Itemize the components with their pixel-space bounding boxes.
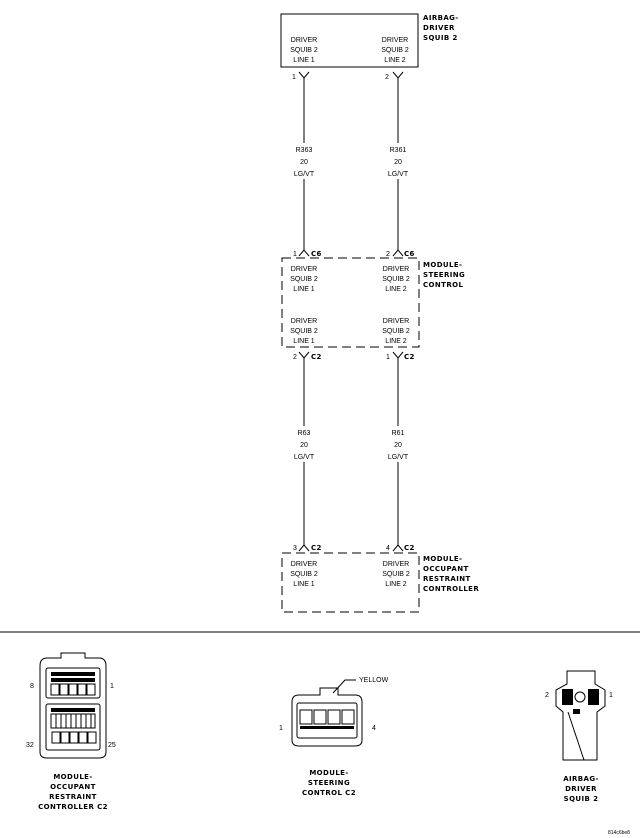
orc-c2-terminal [69,684,77,695]
airbag-connector-view [545,671,613,803]
steering-c2-caption-1: MODULE- [309,769,349,777]
steering-c2-terminal [342,710,354,724]
orc-name-2: OCCUPANT [423,565,469,573]
steering-bottom-right-3: LINE 2 [385,338,407,345]
orc-c2-terminal [79,732,87,743]
airbag-component [281,14,459,81]
airbag-pin1-label-1: DRIVER [290,37,318,44]
airbag-connector-housing [556,671,605,760]
orc-c2-terminal [61,732,69,743]
steering-component [282,250,465,361]
airbag-connector-caption-1: AIRBAG- [563,775,599,783]
steering-c6-connector-2: C6 [404,250,415,258]
steering-bottom-right-1: DRIVER [382,318,410,325]
airbag-connector-caption-2: DRIVER [565,785,597,793]
airbag-pin2-label-1: DRIVER [381,37,409,44]
steering-c2-cavity [297,703,357,738]
wire-lr-color: LG/VT [387,454,409,461]
airbag-connector-terminal-2 [562,689,573,705]
wire-ur-circuit: R361 [389,147,407,154]
airbag-pin1-label-2: SQUIB 2 [290,47,318,54]
steering-c2-pin-num-1: 1 [386,354,390,361]
steering-top-left-2: SQUIB 2 [290,276,318,283]
orc-pin3-label-3: LINE 1 [293,581,315,588]
orc-c2-terminal [70,732,78,743]
orc-c2-terminal [87,684,95,695]
orc-pin4-label-3: LINE 2 [385,581,407,588]
airbag-connector-caption-3: SQUIB 2 [563,795,599,803]
wire-ul-color: LG/VT [293,171,315,178]
orc-c2-lower-terminals [51,708,96,743]
steering-name-1: MODULE- [423,261,463,269]
orc-name-3: RESTRAINT [423,575,471,583]
airbag-name-2: DRIVER [423,24,455,32]
steering-top-left-3: LINE 1 [293,286,315,293]
orc-c2-pin-25: 25 [108,742,116,749]
orc-pin4-terminal [393,545,403,551]
steering-top-left-1: DRIVER [290,266,318,273]
orc-c2-terminal [60,684,68,695]
orc-c2-pin-32: 32 [26,742,34,749]
steering-bottom-right-2: SQUIB 2 [382,328,410,335]
steering-c2-pin2-terminal [299,352,309,358]
wire-ul-circuit: R363 [295,147,313,154]
steering-c2-pin-4: 4 [372,725,376,732]
steering-c2-connector-1: C2 [311,353,322,361]
airbag-pin2-terminal [393,72,403,78]
steering-c2-caption-2: STEERING [307,779,351,787]
steering-c2-connector-2: C2 [404,353,415,361]
wire-lr-gauge: 20 [394,442,402,449]
orc-name-4: CONTROLLER [423,585,480,593]
steering-c2-terminal [300,710,312,724]
steering-c2-caption-3: CONTROL C2 [302,789,356,797]
steering-top-right-1: DRIVER [382,266,410,273]
steering-c2-terminal [314,710,326,724]
orc-pin-num-4: 4 [386,545,390,552]
wire-ll-circuit: R63 [297,430,311,437]
wire-ur-gauge: 20 [394,159,402,166]
steering-c2-pin-num-2: 2 [293,354,297,361]
steering-top-right-2: SQUIB 2 [382,276,410,283]
wire-lr-circuit: R61 [391,430,405,437]
orc-c2-pin-row [51,708,95,712]
airbag-connector-edge [568,712,584,760]
steering-bottom-left-1: DRIVER [290,318,318,325]
steering-c2-color-leader [333,680,356,693]
steering-c6-pin2-terminal [393,250,403,256]
steering-name-3: CONTROL [423,281,464,289]
wire-ll-gauge: 20 [300,442,308,449]
airbag-name-3: SQUIB 2 [423,34,458,42]
steering-c2-pin1-terminal [393,352,403,358]
steering-c6-connector-1: C6 [311,250,322,258]
wire-ll-color: LG/VT [293,454,315,461]
orc-c2-upper-terminals [51,672,95,695]
orc-name-1: MODULE- [423,555,463,563]
wire-ul-gauge: 20 [300,159,308,166]
orc-c2-caption-2: OCCUPANT [50,783,96,791]
airbag-pin1-label-3: LINE 1 [293,57,315,64]
orc-c2-connector-view [26,653,116,811]
steering-c6-pin1-terminal [299,250,309,256]
airbag-connector-pin-1: 1 [609,692,613,699]
steering-c2-connector-view [279,677,389,797]
steering-c2-housing [292,688,362,746]
orc-pin3-label-2: SQUIB 2 [290,571,318,578]
airbag-connector-pin-2: 2 [545,692,549,699]
airbag-pin1-terminal [299,72,309,78]
orc-pin3-label-1: DRIVER [290,561,318,568]
orc-pin4-label-2: SQUIB 2 [382,571,410,578]
steering-c6-pin-num-1: 1 [293,251,297,258]
orc-connector-1: C2 [311,544,322,552]
steering-bottom-left-3: LINE 1 [293,338,315,345]
airbag-pin2-label-2: SQUIB 2 [381,47,409,54]
steering-c6-pin-num-2: 2 [386,251,390,258]
orc-c2-caption-4: CONTROLLER C2 [38,803,108,811]
airbag-pin-num-2: 2 [385,74,389,81]
orc-c2-pin-row [51,678,95,682]
orc-component [282,544,479,612]
airbag-pin-num-1: 1 [292,74,296,81]
orc-c2-pin-8: 8 [30,683,34,690]
orc-pin-num-3: 3 [293,545,297,552]
orc-c2-terminal [88,732,96,743]
orc-c2-terminal [52,732,60,743]
orc-c2-terminal [51,684,59,695]
steering-c2-terminal [328,710,340,724]
steering-c2-lock-bar [300,726,354,729]
orc-c2-pin-1: 1 [110,683,114,690]
steering-c2-color-callout: YELLOW [359,677,389,684]
orc-c2-pin-block [51,714,95,728]
steering-bottom-left-2: SQUIB 2 [290,328,318,335]
orc-c2-pin-row [51,672,95,676]
orc-pin4-label-1: DRIVER [382,561,410,568]
steering-c2-pin-1: 1 [279,725,283,732]
orc-c2-caption-1: MODULE- [53,773,93,781]
airbag-pin2-label-3: LINE 2 [384,57,406,64]
steering-top-right-3: LINE 2 [385,286,407,293]
orc-c2-caption-3: RESTRAINT [49,793,97,801]
orc-c2-terminal [78,684,86,695]
steering-name-2: STEERING [423,271,466,279]
orc-pin3-terminal [299,545,309,551]
wire-ur-color: LG/VT [387,171,409,178]
airbag-connector-latch [573,709,580,714]
airbag-name-1: AIRBAG- [423,14,459,22]
airbag-connector-key [575,692,585,702]
figure-code: 814c6be8 [608,830,630,836]
airbag-connector-terminal-1 [588,689,599,705]
orc-connector-2: C2 [404,544,415,552]
